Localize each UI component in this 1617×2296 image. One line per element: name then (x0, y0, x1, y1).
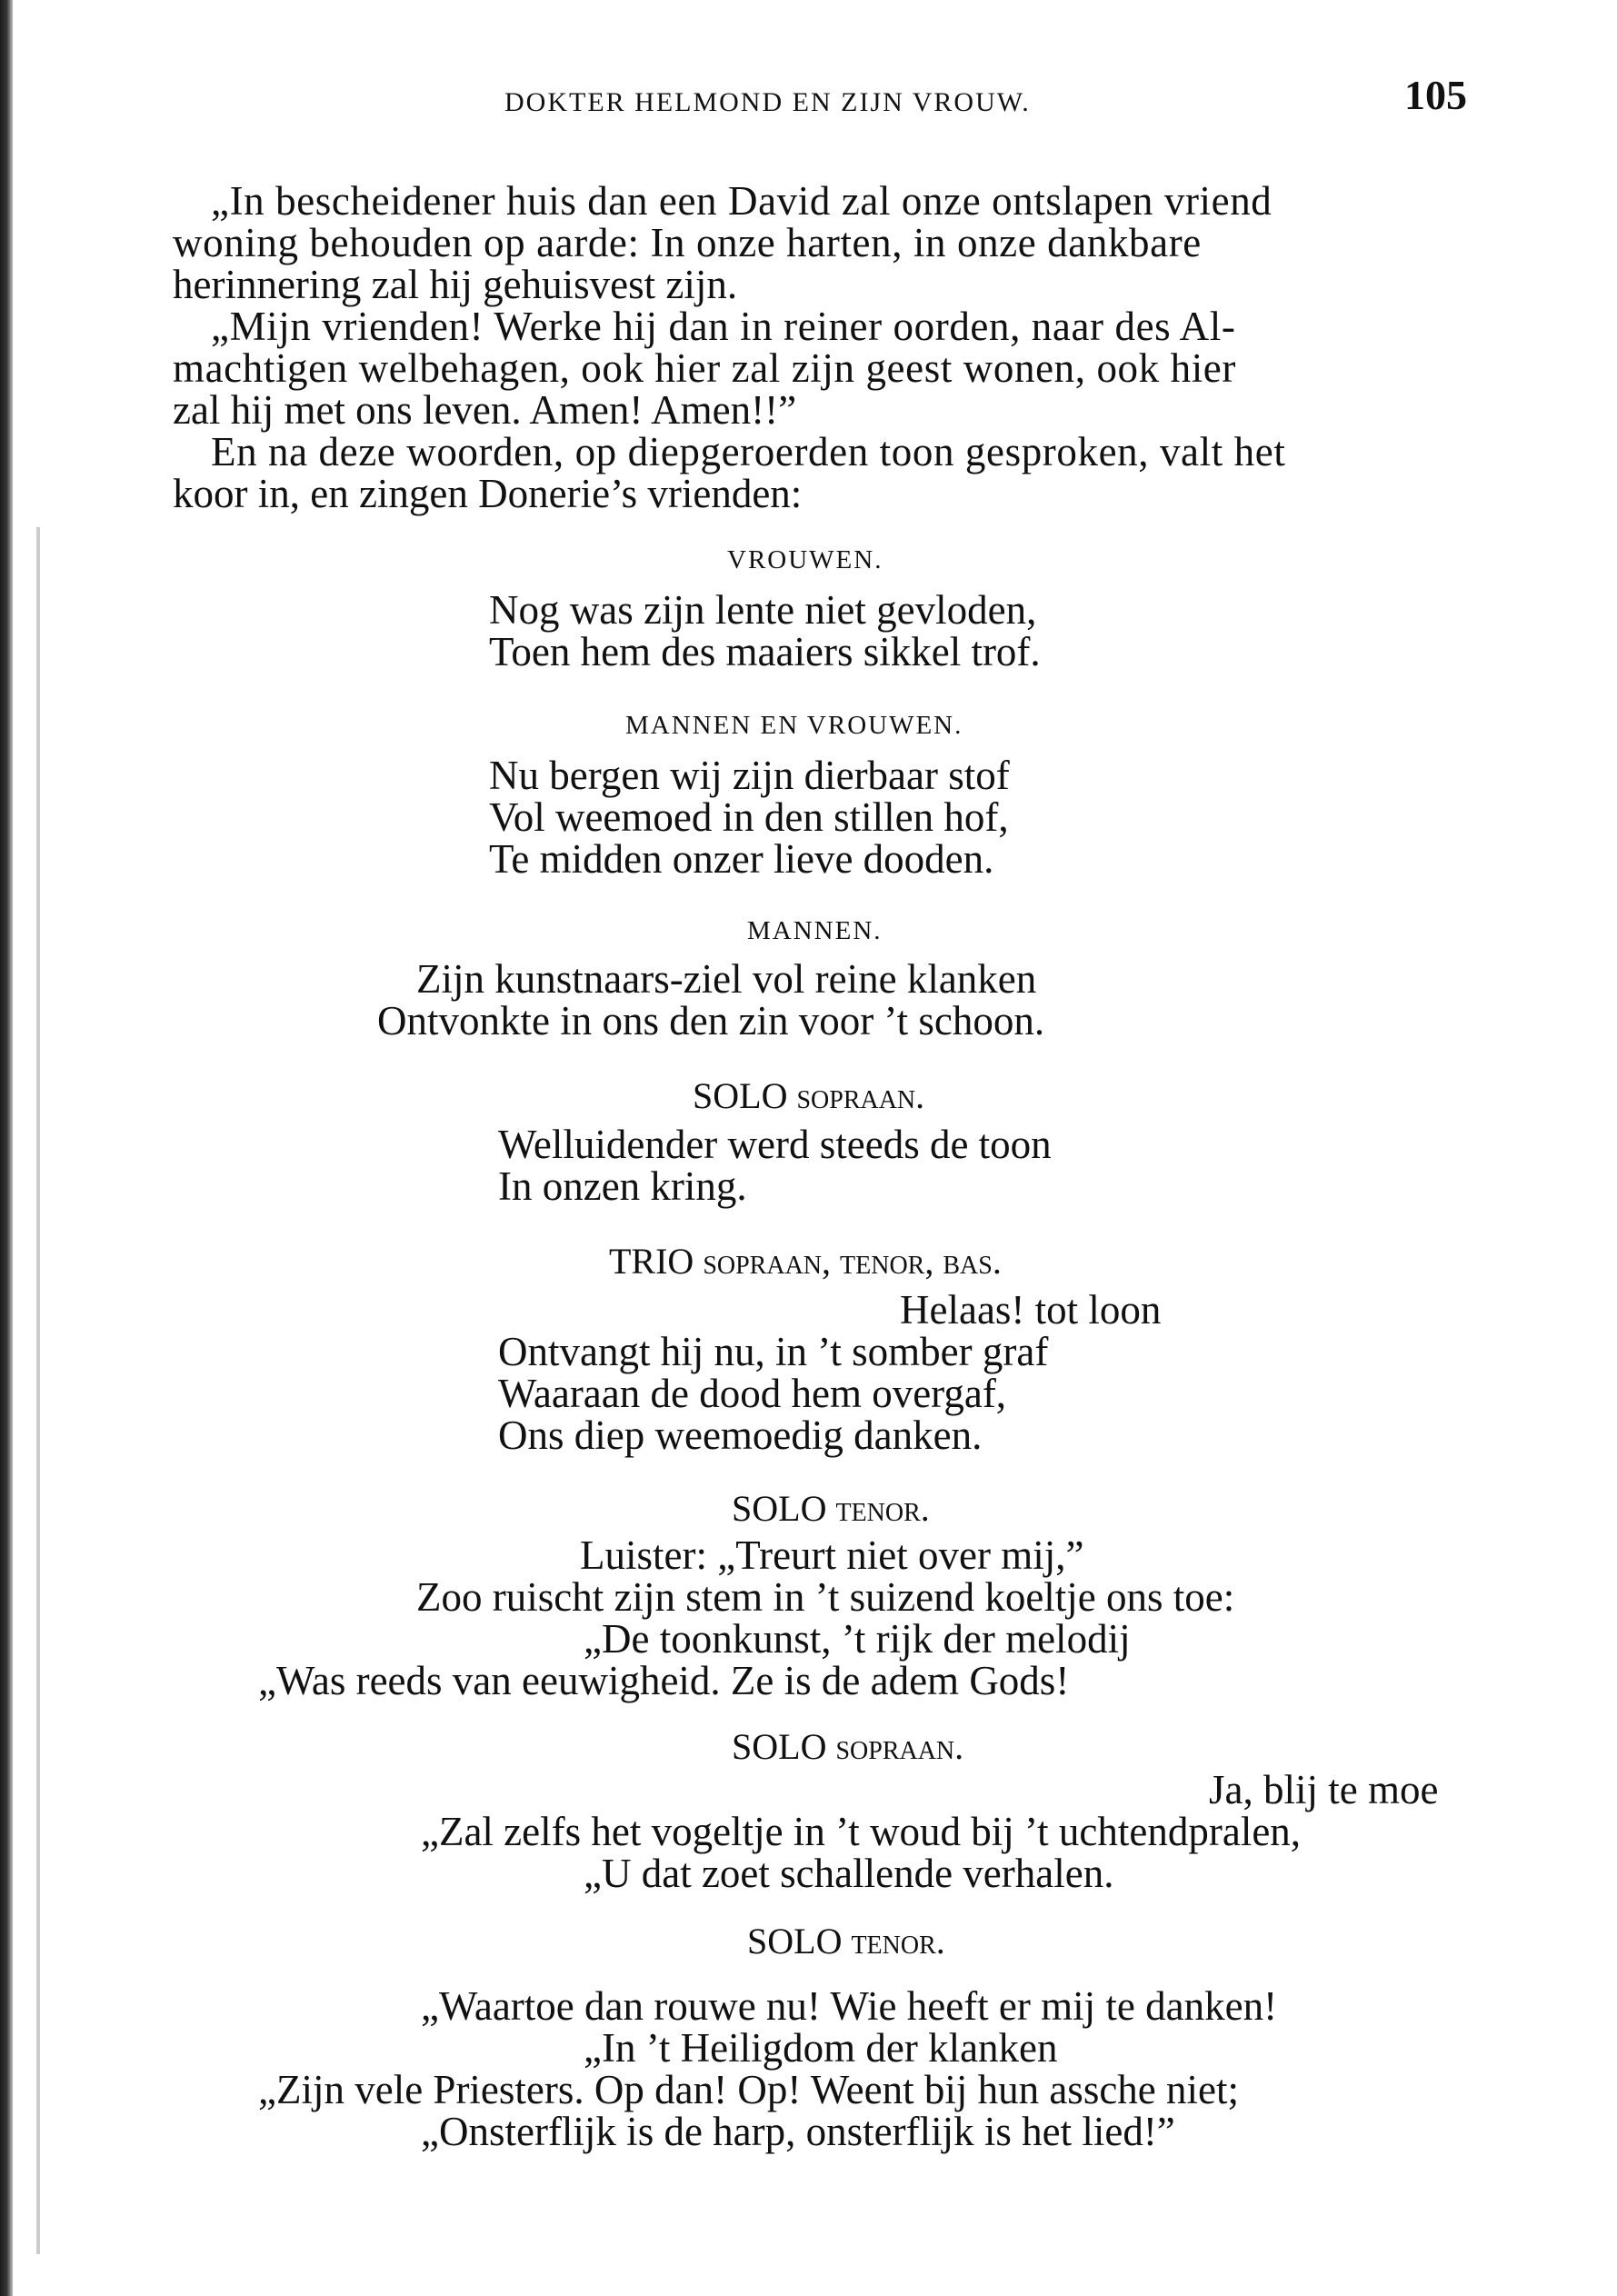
verse-line: Zijn kunstnaars-ziel vol reine klanken (416, 956, 1037, 1002)
prose-line: koor in, en zingen Donerie’s vrienden: (173, 471, 803, 516)
verse-line: Ontvonkte in ons den zin voor ’t schoon. (377, 998, 1045, 1043)
verse-line: „Zal zelfs het vogeltje in ’t woud bij ’t uchtendpralen, (421, 1809, 1302, 1854)
verse-line: Ontvangt hij nu, in ’t somber graf (498, 1329, 1049, 1374)
prose-line: herinnering zal hij gehuisvest zijn. (173, 262, 738, 307)
prose-line: woning behouden op aarde: In onze harten, in onze dankbare (173, 220, 1202, 265)
prose-line: En na deze woorden, op diepgeroerden toon gesproken, valt het (211, 429, 1286, 474)
verse-line: Welluidender werd steeds de toon (498, 1122, 1052, 1167)
prose-line: machtigen welbehagen, ook hier zal zijn geest wonen, ook hier (173, 345, 1236, 391)
running-header: DOKTER HELMOND EN ZIJN VROUW. (504, 87, 1031, 117)
verse-line: „Waartoe dan rouwe nu! Wie heeft er mij te danken! (421, 1983, 1278, 2029)
verse-line: Luister: „Treurt niet over mij,” (580, 1532, 1084, 1578)
verse-line: Ons diep weemoedig danken. (498, 1413, 983, 1458)
speaker-heading: MANNEN EN VROUWEN. (625, 711, 963, 740)
speaker-heading: SOLO tenor. (747, 1921, 945, 1962)
speaker-heading: SOLO sopraan. (732, 1726, 964, 1767)
verse-line: Helaas! tot loon (900, 1287, 1162, 1333)
speaker-heading: VROUWEN. (727, 545, 883, 574)
verse-line: „De toonkunst, ’t rijk der melodij (584, 1616, 1131, 1662)
verse-line: Zoo ruischt zijn stem in ’t suizend koeltje ons toe: (416, 1574, 1235, 1620)
verse-line: „Was reeds van eeuwigheid. Ze is de adem Gods! (258, 1658, 1070, 1703)
binding-shadow (36, 527, 40, 2254)
verse-line: „U dat zoet schallende verhalen. (584, 1851, 1114, 1896)
verse-line: Toen hem des maaiers sikkel trof. (489, 629, 1041, 674)
verse-line: Vol weemoed in den stillen hof, (489, 794, 1009, 840)
verse-line: Waaraan de dood hem overgaf, (498, 1371, 1007, 1416)
prose-line: zal hij met ons leven. Amen! Amen!!” (173, 387, 797, 433)
verse-line: Te midden onzer lieve dooden. (489, 836, 994, 882)
speaker-heading: SOLO sopraan. (693, 1075, 925, 1116)
verse-line: „Zijn vele Priesters. Op dan! Op! Weent bij hun assche niet; (258, 2067, 1240, 2112)
verse-line: „Onsterflijk is de harp, onsterflijk is het lied!” (421, 2109, 1175, 2154)
verse-line: Nu bergen wij zijn dierbaar stof (489, 753, 1010, 798)
speaker-heading: TRIO sopraan, tenor, bas. (609, 1241, 1002, 1282)
verse-line: Nog was zijn lente niet gevloden, (489, 587, 1037, 633)
speaker-heading: SOLO tenor. (732, 1488, 930, 1529)
verse-line: Ja, blij te moe (1209, 1767, 1439, 1812)
speaker-heading: MANNEN. (747, 916, 883, 945)
prose-line: „In bescheidener huis dan een David zal onze ontslapen vriend (211, 178, 1273, 224)
verse-line: „In ’t Heiligdom der klanken (584, 2025, 1058, 2071)
page-number: 105 (1404, 72, 1467, 118)
binding-edge (0, 0, 13, 2296)
prose-line: „Mijn vrienden! Werke hij dan in reiner oorden, naar des Al- (211, 304, 1236, 349)
verse-line: In onzen kring. (498, 1163, 747, 1209)
